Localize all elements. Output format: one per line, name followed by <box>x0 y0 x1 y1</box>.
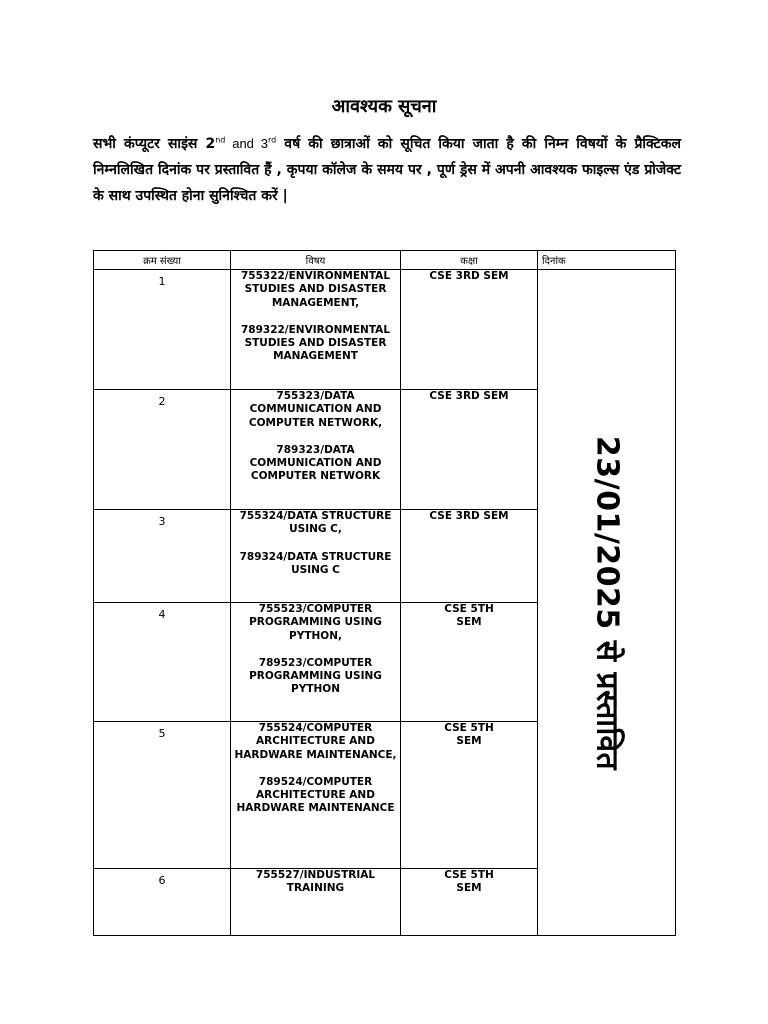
row-class <box>401 390 538 510</box>
row-subject <box>231 603 401 722</box>
notice-sup-rd: rd <box>267 135 277 145</box>
notice-paragraph <box>93 131 681 209</box>
row-serial: 1 <box>94 270 231 390</box>
notice-sup-nd: nd <box>215 135 226 145</box>
subject-code-a: 755523/COMPUTER PROGRAMMING USING PYTHON, <box>249 603 382 642</box>
header-date: दिनांक <box>538 251 676 270</box>
notice-text-start: सभी कंप्यूटर साइंस 2 <box>93 136 216 152</box>
row-subject <box>231 869 401 936</box>
row-class <box>401 869 538 936</box>
class-label: CSE 5TH SEM <box>444 722 494 748</box>
subject-code-a: 755322/ENVIRONMENTAL STUDIES AND DISASTER MANAGEMENT, <box>240 270 391 309</box>
class-label: CSE 3RD SEM <box>429 390 509 402</box>
header-serial: क्रम संख्या <box>94 251 231 270</box>
row-class <box>401 510 538 603</box>
class-label: CSE 3RD SEM <box>429 270 509 282</box>
table-row <box>94 270 676 390</box>
row-serial: 3 <box>94 510 231 603</box>
date-cell <box>538 270 676 936</box>
table-header-row <box>94 251 676 270</box>
date-proposed-text: 23/01/2025 से प्रस्तावित <box>589 435 625 770</box>
subject-code-a: 755324/DATA STRUCTURE USING C, <box>239 510 392 536</box>
subject-code-b: 789523/COMPUTER PROGRAMMING USING PYTHON <box>249 656 382 696</box>
row-serial: 2 <box>94 390 231 510</box>
subject-code-b: 789323/DATA COMMUNICATION AND COMPUTER NETWORK <box>249 443 382 483</box>
header-subject: विषय <box>231 251 401 270</box>
row-subject <box>231 270 401 390</box>
subject-code-a: 755527/INDUSTRIAL TRAINING <box>255 869 376 895</box>
class-label: CSE 5TH SEM <box>444 603 494 629</box>
row-class <box>401 603 538 722</box>
row-class <box>401 722 538 869</box>
row-class <box>401 270 538 390</box>
notice-text-rest: वर्ष की छात्राओं को सूचित किया जाता है की निम्न विषयों के प्रैक्टिकल निम्नलिखित दिनांक पर प्रस्तावित हैं , कृपया कॉलेज के समय पर , पूर्ण ड्रेस में अपनी आवश्यक फाइल्स एंड प्रोजेक्ट के साथ उपस्थित होना सुनिश्चित करें | <box>93 136 681 204</box>
class-label: CSE 3RD SEM <box>429 510 509 522</box>
practical-schedule-table <box>93 250 676 936</box>
row-subject <box>231 722 401 869</box>
class-label: CSE 5TH SEM <box>444 869 494 895</box>
subject-code-b: 789322/ENVIRONMENTAL STUDIES AND DISASTER MANAGEMENT <box>240 323 391 363</box>
row-serial: 5 <box>94 722 231 869</box>
row-serial: 4 <box>94 603 231 722</box>
subject-code-b: 789324/DATA STRUCTURE USING C <box>239 550 392 576</box>
subject-code-a: 755323/DATA COMMUNICATION AND COMPUTER NETWORK, <box>248 390 383 429</box>
subject-code-b: 789524/COMPUTER ARCHITECTURE AND HARDWARE MAINTENANCE <box>236 775 395 815</box>
row-serial: 6 <box>94 869 231 936</box>
notice-heading: आवश्यक सूचना <box>331 96 437 117</box>
row-subject <box>231 390 401 510</box>
notice-text-and: and 3 <box>225 136 268 151</box>
row-subject <box>231 510 401 603</box>
header-class: कक्षा <box>401 251 538 270</box>
subject-code-a: 755524/COMPUTER ARCHITECTURE AND HARDWARE MAINTENANCE, <box>234 722 397 761</box>
